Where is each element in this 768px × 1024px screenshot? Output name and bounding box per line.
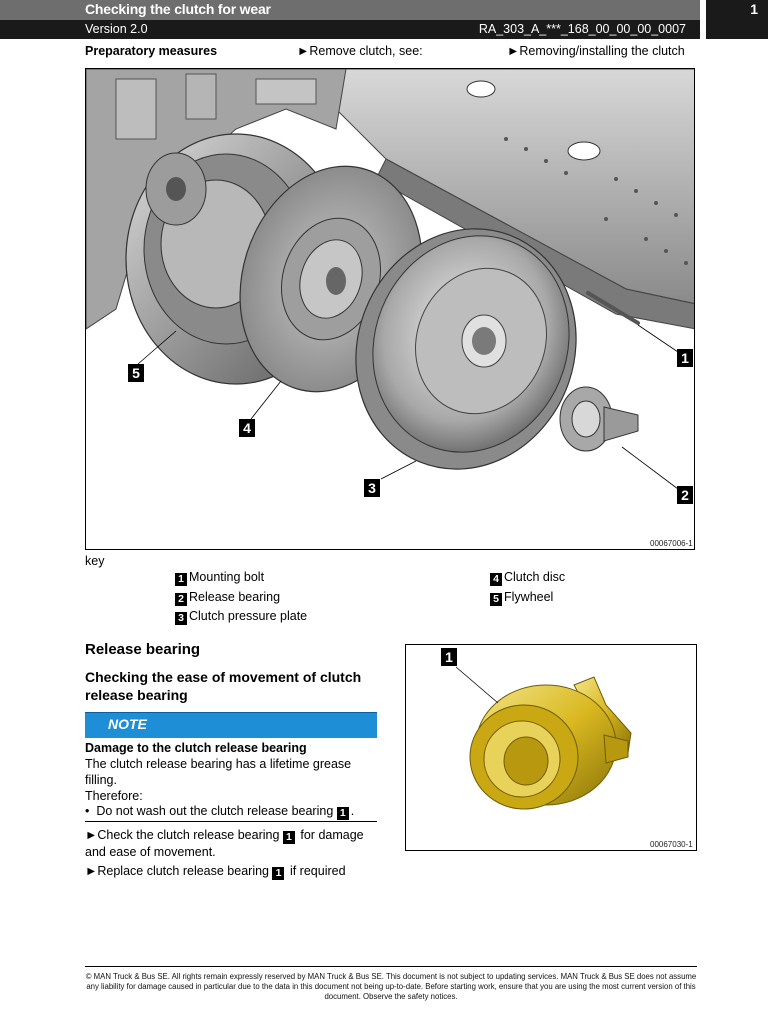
step-2-number: 1 xyxy=(272,867,284,880)
page-number: 1 xyxy=(750,1,758,17)
note-banner xyxy=(85,712,377,738)
callout-2: 2 xyxy=(677,486,693,504)
key-number-1: 1 xyxy=(175,573,187,586)
step-2 xyxy=(85,863,385,880)
figure2-code: 00067030-1 xyxy=(650,840,693,849)
bearing-leader-line xyxy=(456,667,498,703)
key-number-2: 2 xyxy=(175,593,187,606)
note-bullet-number: 1 xyxy=(337,807,349,820)
key-item-4 xyxy=(490,569,565,586)
callout-1: 1 xyxy=(677,349,693,367)
bearing-body xyxy=(470,677,631,809)
clutch-exploded-figure xyxy=(85,68,695,550)
step-1 xyxy=(85,827,375,860)
note-title: Damage to the clutch release bearing xyxy=(85,741,307,755)
callout-3: 3 xyxy=(364,479,380,497)
step-2-text: ►Replace clutch release bearing xyxy=(85,864,273,878)
bearing-callout: 1 xyxy=(441,648,457,666)
step-2-end: if required xyxy=(286,864,346,878)
key-item-3 xyxy=(175,608,307,625)
release-bearing-figure xyxy=(405,644,697,851)
release-bearing-drawing xyxy=(560,387,638,451)
bullet-dot: • xyxy=(85,804,97,818)
preparatory-remove: ►Remove clutch, see: xyxy=(297,44,423,58)
step-1-number: 1 xyxy=(283,831,295,844)
preparatory-link[interactable]: ►Removing/installing the clutch xyxy=(507,44,685,58)
version-label: Version 2.0 xyxy=(85,22,148,36)
key-text-2: Release bearing xyxy=(189,590,281,604)
header-info-bar xyxy=(0,20,700,39)
step-1-text: ►Check the clutch release bearing xyxy=(85,828,283,842)
section-heading: Release bearing xyxy=(85,641,201,658)
note-label: NOTE xyxy=(108,716,147,732)
section-subheading: Checking the ease of movement of clutch release bearing xyxy=(85,669,362,703)
clutch-exploded-illustration xyxy=(86,69,695,550)
key-label: key xyxy=(85,554,105,568)
footer-notice: © MAN Truck & Bus SE. All rights remain expressly reserved by MAN Truck & Bus SE. This document is not subject to updating services. MAN Truck & Bus SE does not assume any liability for damage caused in particular due to the data in this document not being up-to-date. Before starting work, ensure that you are using the most current version of this document. Observe the safety notices. xyxy=(85,972,697,1001)
key-number-3: 3 xyxy=(175,612,187,625)
key-text-5: Flywheel xyxy=(504,590,554,604)
note-bullet xyxy=(85,803,385,820)
note-bullet-text: Do not wash out the clutch release bearing xyxy=(96,804,337,818)
release-bearing-illustration xyxy=(406,645,697,851)
callout-5: 5 xyxy=(128,364,144,382)
note-bullet-end: . xyxy=(350,804,355,818)
callout-4: 4 xyxy=(239,419,255,437)
footer-rule xyxy=(85,966,697,967)
document-title: Checking the clutch for wear xyxy=(85,1,271,17)
key-item-1 xyxy=(175,569,264,586)
key-number-4: 4 xyxy=(490,573,502,586)
figure-code: 00067006-1 xyxy=(650,539,693,548)
header-title-bar xyxy=(0,0,700,20)
document-code: RA_303_A_***_168_00_00_00_0007 xyxy=(478,22,686,36)
key-item-2 xyxy=(175,589,280,606)
key-text-3: Clutch pressure plate xyxy=(189,609,308,623)
note-separator xyxy=(85,821,377,822)
key-text-1: Mounting bolt xyxy=(189,570,265,584)
key-text-4: Clutch disc xyxy=(504,570,566,584)
page-number-box xyxy=(706,0,768,39)
step-1-end: for damage and ease of movement. xyxy=(85,828,364,859)
key-number-5: 5 xyxy=(490,593,502,606)
preparatory-label: Preparatory measures xyxy=(85,44,218,58)
note-body: The clutch release bearing has a lifetime grease filling. xyxy=(85,757,352,787)
key-item-5 xyxy=(490,589,553,606)
note-therefore: Therefore: xyxy=(85,789,143,803)
